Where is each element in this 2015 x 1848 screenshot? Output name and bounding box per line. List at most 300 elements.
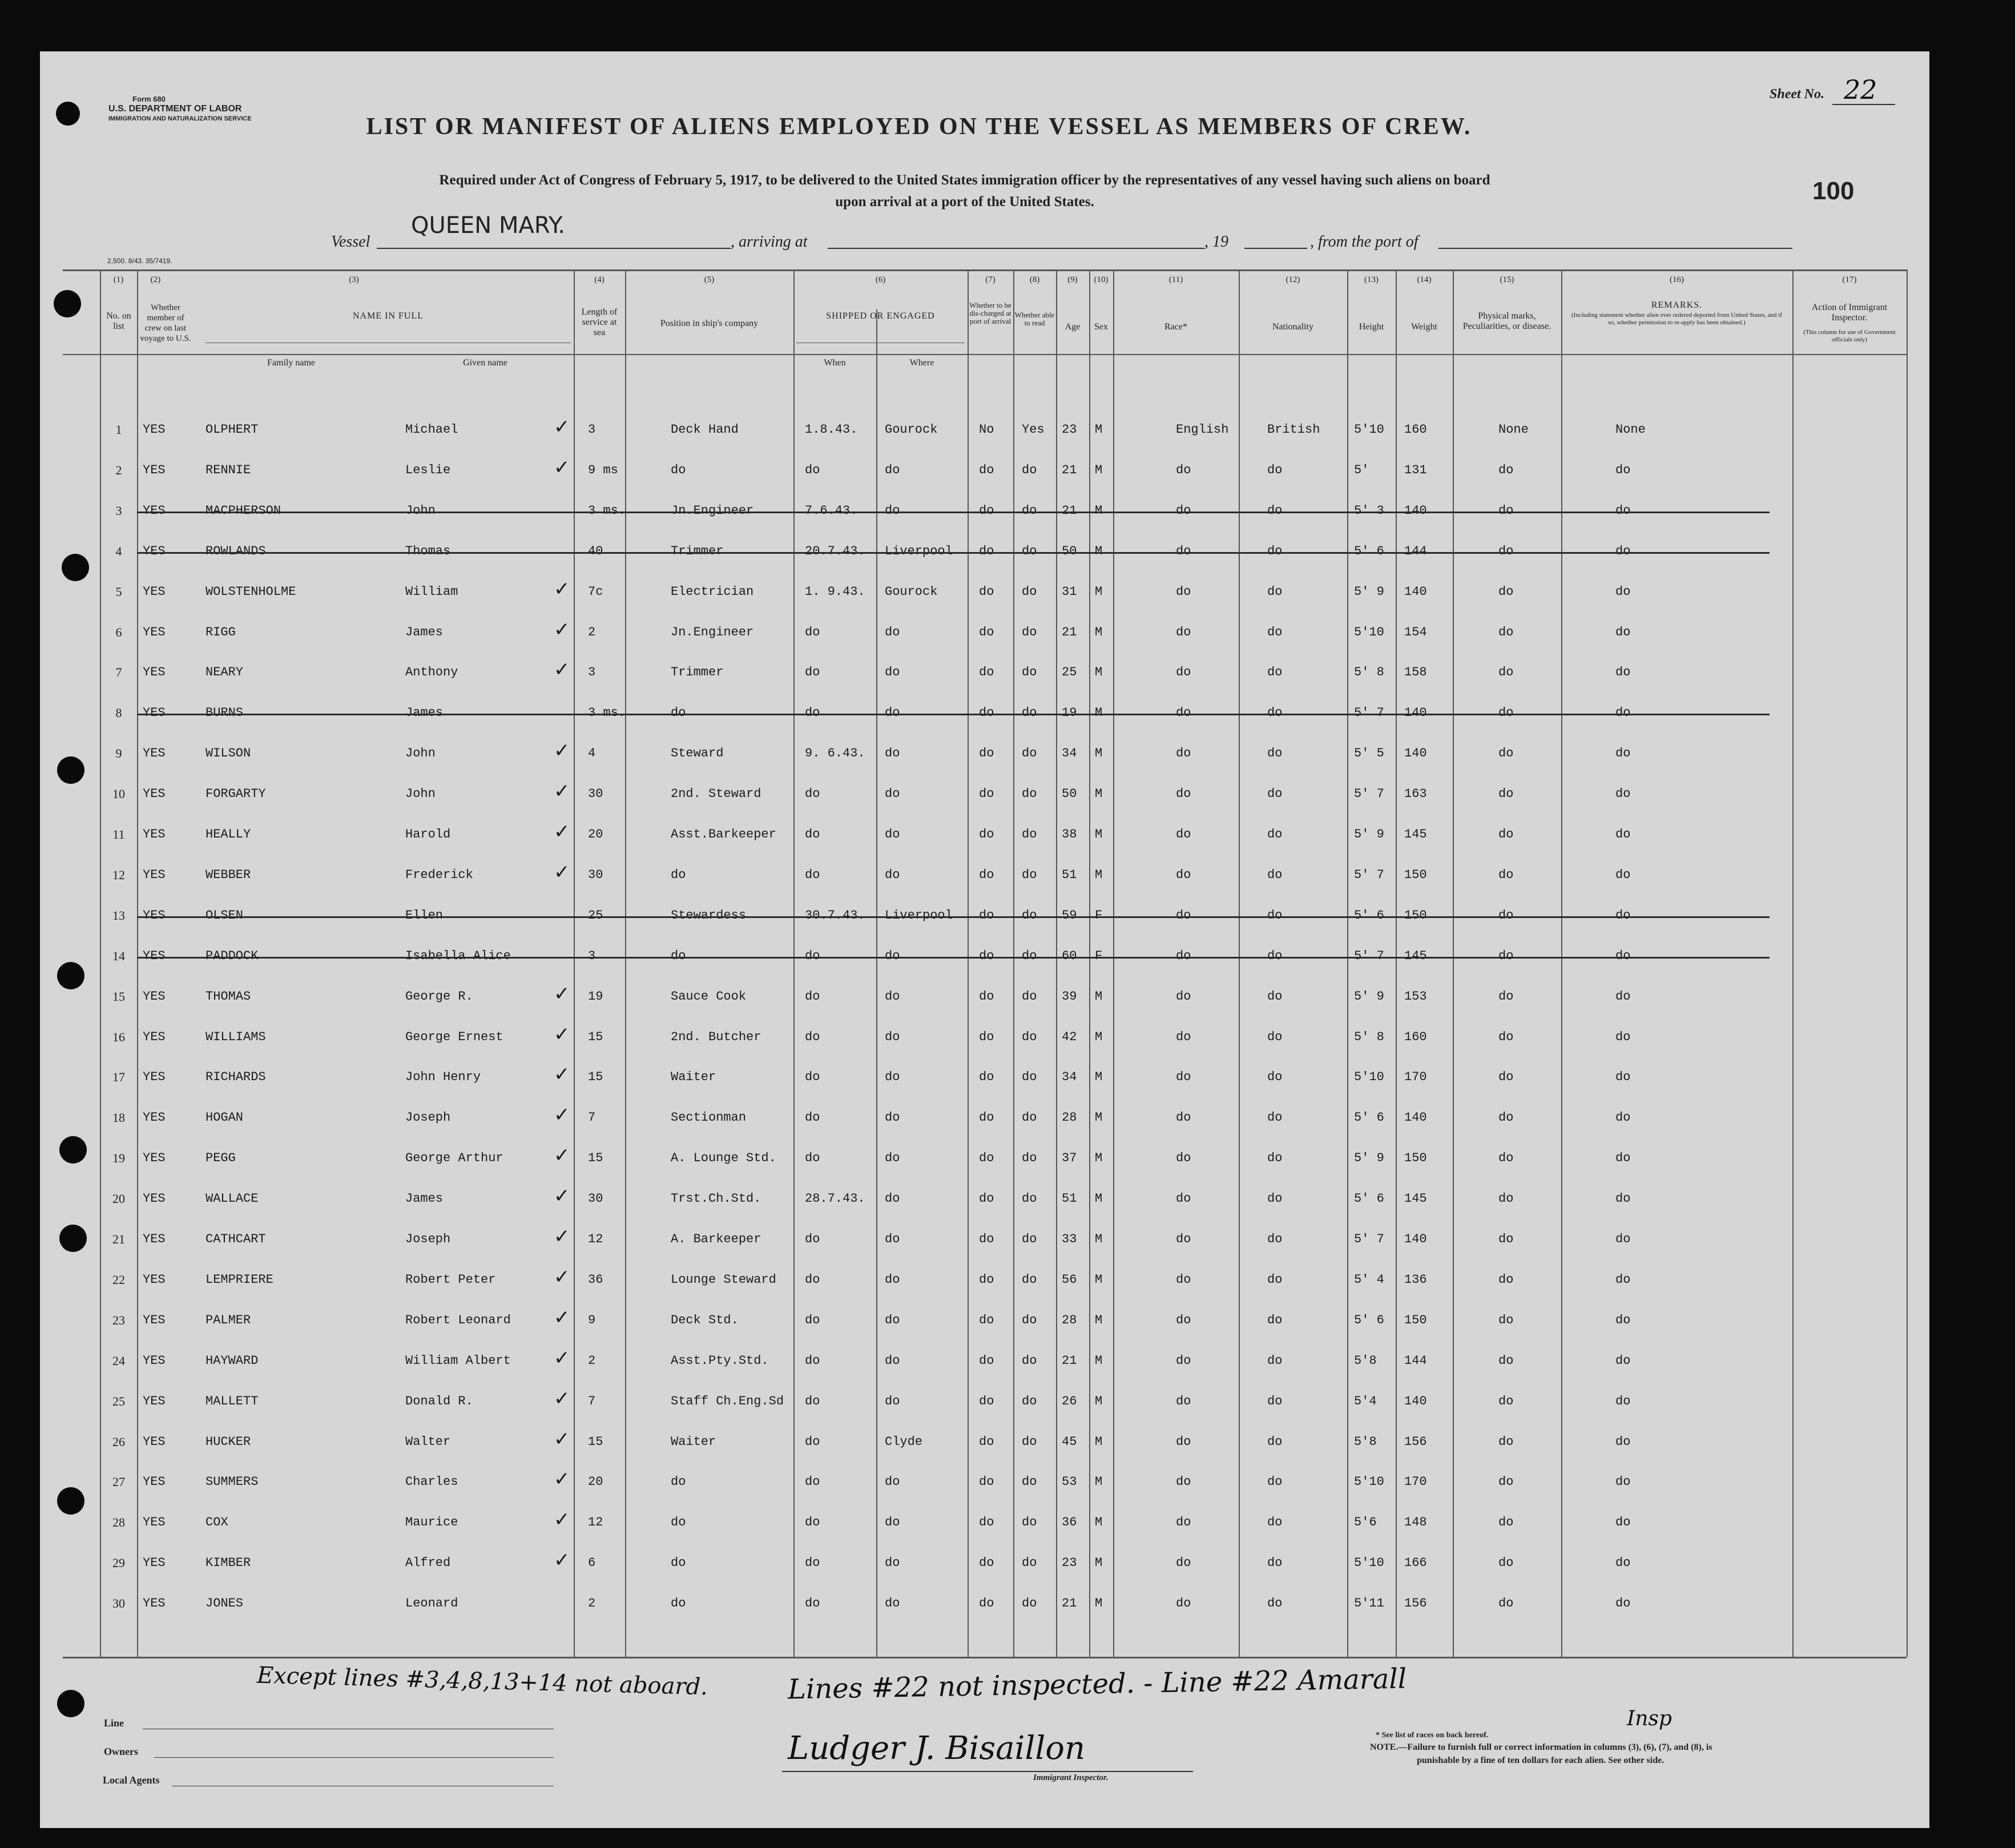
shipped-where-cell: do <box>885 1313 900 1327</box>
nationality-cell: do <box>1267 989 1283 1004</box>
physical-marks-cell: do <box>1498 1354 1514 1368</box>
weight-cell: 140 <box>1404 706 1427 720</box>
given-name-cell: Robert Leonard <box>405 1313 511 1327</box>
sex-cell: M <box>1095 706 1103 720</box>
physical-marks-cell: do <box>1498 1475 1514 1489</box>
service-length-cell: 7 <box>588 1394 596 1408</box>
col-divider <box>1239 269 1240 1657</box>
crew-last-voyage-cell: YES <box>143 1232 166 1246</box>
check-mark-icon: ✓ <box>554 780 570 803</box>
able-to-read-cell: do <box>1022 585 1037 599</box>
check-mark-icon: ✓ <box>554 1266 570 1289</box>
shipped-when-cell: do <box>805 1354 820 1368</box>
discharged-cell: do <box>979 544 994 558</box>
race-cell: do <box>1176 787 1191 801</box>
row-number-cell: 22 <box>112 1273 125 1287</box>
header-position: Position in ship's company <box>660 319 759 328</box>
height-cell: 5' 9 <box>1354 585 1384 599</box>
nationality-cell: do <box>1267 706 1283 720</box>
shipped-where-cell: do <box>885 1151 900 1165</box>
punch-hole <box>59 1136 87 1163</box>
service-length-cell: 15 <box>588 1151 603 1165</box>
service-name: IMMIGRATION AND NATURALIZATION SERVICE <box>108 115 252 122</box>
discharged-cell: do <box>979 1070 994 1084</box>
row-number-cell: 26 <box>112 1435 125 1449</box>
table-top-rule <box>63 269 1907 271</box>
height-cell: 5' 7 <box>1354 868 1384 882</box>
race-cell: do <box>1176 1030 1191 1044</box>
crew-last-voyage-cell: YES <box>143 1273 166 1287</box>
service-length-cell: 36 <box>588 1273 603 1287</box>
handwritten-note-not-inspected: Lines #22 not inspected. - Line #22 Amarall <box>787 1662 1407 1706</box>
row-number-cell: 27 <box>112 1475 125 1489</box>
age-cell: 25 <box>1062 665 1077 679</box>
crew-last-voyage-cell: YES <box>143 1151 166 1165</box>
age-cell: 45 <box>1062 1435 1077 1449</box>
age-cell: 53 <box>1062 1475 1077 1489</box>
row-number-cell: 5 <box>115 585 122 599</box>
remarks-cell: do <box>1615 1475 1631 1489</box>
shipped-where-cell: do <box>885 949 900 963</box>
given-name-cell: William <box>405 585 458 599</box>
col-number: (5) <box>704 275 715 284</box>
able-to-read-cell: do <box>1022 504 1037 518</box>
header-physical-marks: Physical marks, Peculiarities, or disease. <box>1462 311 1551 331</box>
sheet-label: Sheet No. <box>1770 87 1824 102</box>
weight-cell: 154 <box>1404 625 1427 639</box>
service-length-cell: 15 <box>588 1435 603 1449</box>
crew-last-voyage-cell: YES <box>143 422 166 437</box>
height-cell: 5' <box>1354 463 1369 477</box>
able-to-read-cell: do <box>1022 544 1037 558</box>
nationality-cell: do <box>1267 827 1283 842</box>
position-cell: do <box>671 868 686 882</box>
given-name-cell: Leonard <box>405 1596 458 1611</box>
sex-cell: M <box>1095 827 1103 842</box>
discharged-cell: do <box>979 908 994 923</box>
nationality-cell: do <box>1267 1313 1283 1327</box>
weight-cell: 150 <box>1404 908 1427 923</box>
service-length-cell: 9 ms <box>588 463 618 477</box>
col-number: (7) <box>985 275 996 284</box>
col-number: (13) <box>1364 275 1379 284</box>
shipped-when-cell: do <box>805 1030 820 1044</box>
weight-cell: 131 <box>1404 463 1427 477</box>
race-cell: English <box>1176 422 1229 437</box>
position-cell: Jn.Engineer <box>671 504 754 518</box>
physical-marks-cell: do <box>1498 868 1514 882</box>
shipped-when-cell: do <box>805 868 820 882</box>
physical-marks-cell: do <box>1498 1273 1514 1287</box>
col-number: (11) <box>1168 275 1183 284</box>
height-cell: 5' 9 <box>1354 989 1384 1004</box>
sex-cell: F <box>1095 949 1103 963</box>
family-name-cell: RIGG <box>205 625 236 639</box>
race-cell: do <box>1176 1354 1191 1368</box>
nationality-cell: do <box>1267 1273 1283 1287</box>
crew-last-voyage-cell: YES <box>143 1435 166 1449</box>
physical-marks-cell: do <box>1498 1596 1514 1611</box>
family-name-cell: PALMER <box>205 1313 251 1327</box>
row-number-cell: 14 <box>112 949 125 963</box>
service-length-cell: 30 <box>588 1191 603 1206</box>
col-number: (4) <box>594 275 604 284</box>
shipped-when-cell: do <box>805 1273 820 1287</box>
shipped-where-cell: Liverpool <box>885 908 953 923</box>
row-number-cell: 20 <box>112 1191 125 1206</box>
col-number: (8) <box>1029 275 1040 284</box>
crew-last-voyage-cell: YES <box>143 1354 166 1368</box>
given-name-cell: Leslie <box>405 463 451 477</box>
sex-cell: M <box>1095 665 1103 679</box>
shipped-where-cell: do <box>885 504 900 518</box>
weight-cell: 170 <box>1404 1070 1427 1084</box>
crew-last-voyage-cell: YES <box>143 908 166 923</box>
crew-last-voyage-cell: YES <box>143 989 166 1004</box>
race-cell: do <box>1176 504 1191 518</box>
discharged-cell: do <box>979 625 994 639</box>
position-cell: Deck Std. <box>671 1313 739 1327</box>
nationality-cell: do <box>1267 868 1283 882</box>
crew-last-voyage-cell: YES <box>143 544 166 558</box>
inspector-label: Immigrant Inspector. <box>1033 1773 1109 1782</box>
shipped-when-cell: do <box>805 989 820 1004</box>
shipped-when-cell: do <box>805 665 820 679</box>
row-number-cell: 29 <box>112 1556 125 1570</box>
able-to-read-cell: do <box>1022 1070 1037 1084</box>
race-cell: do <box>1176 1515 1191 1529</box>
position-cell: Asst.Pty.Std. <box>671 1354 769 1368</box>
shipped-where-cell: do <box>885 1030 900 1044</box>
shipped-where-cell: do <box>885 989 900 1004</box>
service-length-cell: 4 <box>588 746 596 760</box>
shipped-where-cell: Gourock <box>885 422 938 437</box>
nationality-cell: do <box>1267 1515 1283 1529</box>
service-length-cell: 3 <box>588 665 596 679</box>
remarks-cell: do <box>1615 1151 1631 1165</box>
year-label: , 19 <box>1204 233 1228 251</box>
able-to-read-cell: do <box>1022 1556 1037 1570</box>
row-number-cell: 15 <box>112 989 125 1004</box>
shipped-when-cell: do <box>805 1151 820 1165</box>
check-mark-icon: ✓ <box>554 1225 570 1248</box>
given-name-cell: John Henry <box>405 1070 481 1084</box>
height-cell: 5' 6 <box>1354 544 1384 558</box>
given-name-cell: James <box>405 706 444 720</box>
discharged-cell: do <box>979 1394 994 1408</box>
crew-last-voyage-cell: YES <box>143 1556 166 1570</box>
remarks-cell: do <box>1615 827 1631 842</box>
age-cell: 33 <box>1062 1232 1077 1246</box>
row-number-cell: 9 <box>115 746 122 760</box>
nationality-cell: do <box>1267 908 1283 923</box>
remarks-cell: do <box>1615 787 1631 801</box>
height-cell: 5' 3 <box>1354 504 1384 518</box>
remarks-cell: do <box>1615 1596 1631 1611</box>
given-name-cell: Donald R. <box>405 1394 473 1408</box>
able-to-read-cell: Yes <box>1022 422 1045 437</box>
row-number-cell: 30 <box>112 1596 125 1611</box>
shipped-when-cell: do <box>805 1475 820 1489</box>
sex-cell: M <box>1095 1354 1103 1368</box>
able-to-read-cell: do <box>1022 1273 1037 1287</box>
race-cell: do <box>1176 1556 1191 1570</box>
col-number: (17) <box>1842 275 1857 284</box>
row-number-cell: 13 <box>112 908 125 923</box>
header-name-in-full: NAME IN FULL <box>353 311 424 321</box>
age-cell: 51 <box>1062 868 1077 882</box>
weight-cell: 148 <box>1404 1515 1427 1529</box>
shipped-where-cell: do <box>885 746 900 760</box>
check-mark-icon: ✓ <box>554 456 570 479</box>
physical-marks-cell: do <box>1498 787 1514 801</box>
row-number-cell: 17 <box>112 1070 125 1084</box>
check-mark-icon: ✓ <box>554 861 570 884</box>
physical-marks-cell: do <box>1498 1110 1514 1125</box>
able-to-read-cell: do <box>1022 1354 1037 1368</box>
header-height: Height <box>1359 322 1384 332</box>
able-to-read-cell: do <box>1022 989 1037 1004</box>
nationality-cell: do <box>1267 544 1283 558</box>
able-to-read-cell: do <box>1022 1191 1037 1206</box>
header-inspector-note: (This column for use of Government officials only) <box>1803 329 1896 343</box>
remarks-cell: do <box>1615 1232 1631 1246</box>
position-cell: Waiter <box>671 1435 716 1449</box>
position-cell: do <box>671 1475 686 1489</box>
discharged-cell: do <box>979 1151 994 1165</box>
check-mark-icon: ✓ <box>554 1306 570 1329</box>
service-length-cell: 3 ms. <box>588 706 626 720</box>
nationality-cell: do <box>1267 1070 1283 1084</box>
col-number: (6) <box>875 275 886 284</box>
crew-last-voyage-cell: YES <box>143 463 166 477</box>
row-number-cell: 21 <box>112 1232 125 1246</box>
race-cell: do <box>1176 1232 1191 1246</box>
row-number-cell: 18 <box>112 1110 125 1125</box>
vessel-label: Vessel <box>331 233 370 251</box>
row-number-cell: 24 <box>112 1354 125 1368</box>
age-cell: 21 <box>1062 463 1077 477</box>
able-to-read-cell: do <box>1022 1394 1037 1408</box>
position-cell: Steward <box>671 746 724 760</box>
age-cell: 23 <box>1062 1556 1077 1570</box>
check-mark-icon: ✓ <box>554 820 570 843</box>
shipped-where-cell: do <box>885 1354 900 1368</box>
position-cell: do <box>671 1515 686 1529</box>
family-name-cell: THOMAS <box>205 989 251 1004</box>
position-cell: Electrician <box>671 585 754 599</box>
check-mark-icon: ✓ <box>554 1347 570 1370</box>
shipped-where-cell: do <box>885 1394 900 1408</box>
punch-hole <box>57 756 84 784</box>
race-cell: do <box>1176 706 1191 720</box>
service-length-cell: 19 <box>588 989 603 1004</box>
remarks-cell: do <box>1615 706 1631 720</box>
family-name-cell: HEALLY <box>205 827 251 842</box>
sex-cell: M <box>1095 544 1103 558</box>
age-cell: 21 <box>1062 1596 1077 1611</box>
position-cell: do <box>671 706 686 720</box>
physical-marks-cell: do <box>1498 949 1514 963</box>
discharged-cell: do <box>979 1354 994 1368</box>
remarks-cell: do <box>1615 1394 1631 1408</box>
nationality-cell: do <box>1267 949 1283 963</box>
col-divider <box>1056 269 1057 1657</box>
row-number-cell: 28 <box>112 1515 125 1529</box>
height-cell: 5'10 <box>1354 625 1384 639</box>
remarks-cell: do <box>1615 1354 1631 1368</box>
discharged-cell: do <box>979 746 994 760</box>
discharged-cell: do <box>979 1030 994 1044</box>
family-name-cell: COX <box>205 1515 228 1529</box>
height-cell: 5' 4 <box>1354 1273 1384 1287</box>
height-cell: 5' 9 <box>1354 827 1384 842</box>
remarks-cell: do <box>1615 1273 1631 1287</box>
able-to-read-cell: do <box>1022 1110 1037 1125</box>
remarks-cell: do <box>1615 949 1631 963</box>
required-line-2: upon arrival at a port of the United States. <box>835 194 1094 210</box>
vessel-line <box>377 248 731 249</box>
height-cell: 5'10 <box>1354 1556 1384 1570</box>
race-cell: do <box>1176 1151 1191 1165</box>
family-name-cell: CATHCART <box>205 1232 266 1246</box>
discharged-cell: do <box>979 665 994 679</box>
discharged-cell: do <box>979 585 994 599</box>
given-name-cell: John <box>405 504 436 518</box>
check-mark-icon: ✓ <box>554 1104 570 1126</box>
remarks-cell: do <box>1615 1030 1631 1044</box>
nationality-cell: do <box>1267 1232 1283 1246</box>
able-to-read-cell: do <box>1022 1232 1037 1246</box>
sex-cell: M <box>1095 746 1103 760</box>
nationality-cell: do <box>1267 1191 1283 1206</box>
age-cell: 28 <box>1062 1313 1077 1327</box>
crew-last-voyage-cell: YES <box>143 1070 166 1084</box>
able-to-read-cell: do <box>1022 1515 1037 1529</box>
col-number: (14) <box>1417 275 1432 284</box>
family-name-cell: WALLACE <box>205 1191 259 1206</box>
nationality-cell: do <box>1267 1596 1283 1611</box>
remarks-cell: None <box>1615 422 1646 437</box>
weight-cell: 140 <box>1404 746 1427 760</box>
shipped-where-cell: do <box>885 463 900 477</box>
weight-cell: 163 <box>1404 787 1427 801</box>
crew-last-voyage-cell: YES <box>143 827 166 842</box>
position-cell: do <box>671 1556 686 1570</box>
age-cell: 50 <box>1062 787 1077 801</box>
age-cell: 21 <box>1062 625 1077 639</box>
shipped-when-cell: do <box>805 1313 820 1327</box>
remarks-cell: do <box>1615 544 1631 558</box>
header-remarks-note: (Including statement whether alien ever ordered deported from United States, and if so, whether permission to re-apply has been obtained.) <box>1571 312 1782 326</box>
shipped-where-cell: do <box>885 868 900 882</box>
given-name-cell: Walter <box>405 1435 451 1449</box>
height-cell: 5'10 <box>1354 1475 1384 1489</box>
year-line <box>1244 248 1307 249</box>
col-divider <box>100 269 101 1657</box>
position-cell: Waiter <box>671 1070 716 1084</box>
physical-marks-cell: do <box>1498 625 1514 639</box>
crew-last-voyage-cell: YES <box>143 1475 166 1489</box>
col-number: (12) <box>1285 275 1300 284</box>
row-number-cell: 11 <box>112 827 125 842</box>
age-cell: 36 <box>1062 1515 1077 1529</box>
height-cell: 5' 6 <box>1354 1313 1384 1327</box>
header-shipped-engaged: SHIPPED OR ENGAGED <box>826 311 935 321</box>
col-number: (10) <box>1094 275 1109 284</box>
able-to-read-cell: do <box>1022 1030 1037 1044</box>
crew-last-voyage-cell: YES <box>143 1030 166 1044</box>
race-cell: do <box>1176 746 1191 760</box>
sheet-number: 22 <box>1844 74 1877 105</box>
row-number-cell: 10 <box>112 787 125 801</box>
nationality-cell: do <box>1267 504 1283 518</box>
given-name-cell: James <box>405 1191 444 1206</box>
sex-cell: M <box>1095 1596 1103 1611</box>
family-name-cell: RICHARDS <box>205 1070 266 1084</box>
crew-last-voyage-cell: YES <box>143 949 166 963</box>
able-to-read-cell: do <box>1022 908 1037 923</box>
height-cell: 5' 9 <box>1354 1151 1384 1165</box>
given-name-cell: Michael <box>405 422 458 437</box>
discharged-cell: do <box>979 1515 994 1529</box>
shipped-where-cell: do <box>885 787 900 801</box>
check-mark-icon: ✓ <box>554 1549 570 1572</box>
weight-cell: 140 <box>1404 1110 1427 1125</box>
shipped-when-cell: 30.7.43. <box>805 908 865 923</box>
given-name-cell: James <box>405 625 444 639</box>
check-mark-icon: ✓ <box>554 1508 570 1531</box>
family-name-cell: PADDOCK <box>205 949 259 963</box>
crew-last-voyage-cell: YES <box>143 585 166 599</box>
shipped-where-cell: do <box>885 1475 900 1489</box>
header-age: Age <box>1065 322 1081 332</box>
given-name-cell: George Ernest <box>405 1030 503 1044</box>
sex-cell: M <box>1095 1191 1103 1206</box>
header-crew-last-voyage: Whether member of crew on last voyage to U.S. <box>140 303 191 343</box>
service-length-cell: 2 <box>588 1596 596 1611</box>
position-cell: Lounge Steward <box>671 1273 776 1287</box>
position-cell: A. Lounge Std. <box>671 1151 776 1165</box>
age-cell: 37 <box>1062 1151 1077 1165</box>
position-cell: A. Barkeeper <box>671 1232 761 1246</box>
family-name-cell: MALLETT <box>205 1394 259 1408</box>
race-cell: do <box>1176 625 1191 639</box>
check-mark-icon: ✓ <box>554 578 570 601</box>
row-number-cell: 25 <box>112 1394 125 1408</box>
shipped-when-cell: do <box>805 1515 820 1529</box>
sex-cell: M <box>1095 422 1103 437</box>
col-divider <box>1792 269 1794 1657</box>
service-length-cell: 2 <box>588 1354 596 1368</box>
discharged-cell: do <box>979 827 994 842</box>
family-name-cell: SUMMERS <box>205 1475 259 1489</box>
physical-marks-cell: do <box>1498 1191 1514 1206</box>
shipped-when-cell: do <box>805 787 820 801</box>
height-cell: 5'8 <box>1354 1435 1377 1449</box>
shipped-when-cell: do <box>805 706 820 720</box>
handwritten-note-insp: Insp <box>1627 1707 1672 1730</box>
crew-last-voyage-cell: YES <box>143 665 166 679</box>
stamp-number: 100 <box>1812 177 1855 205</box>
crew-last-voyage-cell: YES <box>143 1191 166 1206</box>
service-length-cell: 9 <box>588 1313 596 1327</box>
physical-marks-cell: do <box>1498 1435 1514 1449</box>
strikethrough-line <box>137 512 1770 513</box>
position-cell: Staff Ch.Eng.Sd <box>671 1394 784 1408</box>
height-cell: 5' 6 <box>1354 1110 1384 1125</box>
height-cell: 5'6 <box>1354 1515 1377 1529</box>
